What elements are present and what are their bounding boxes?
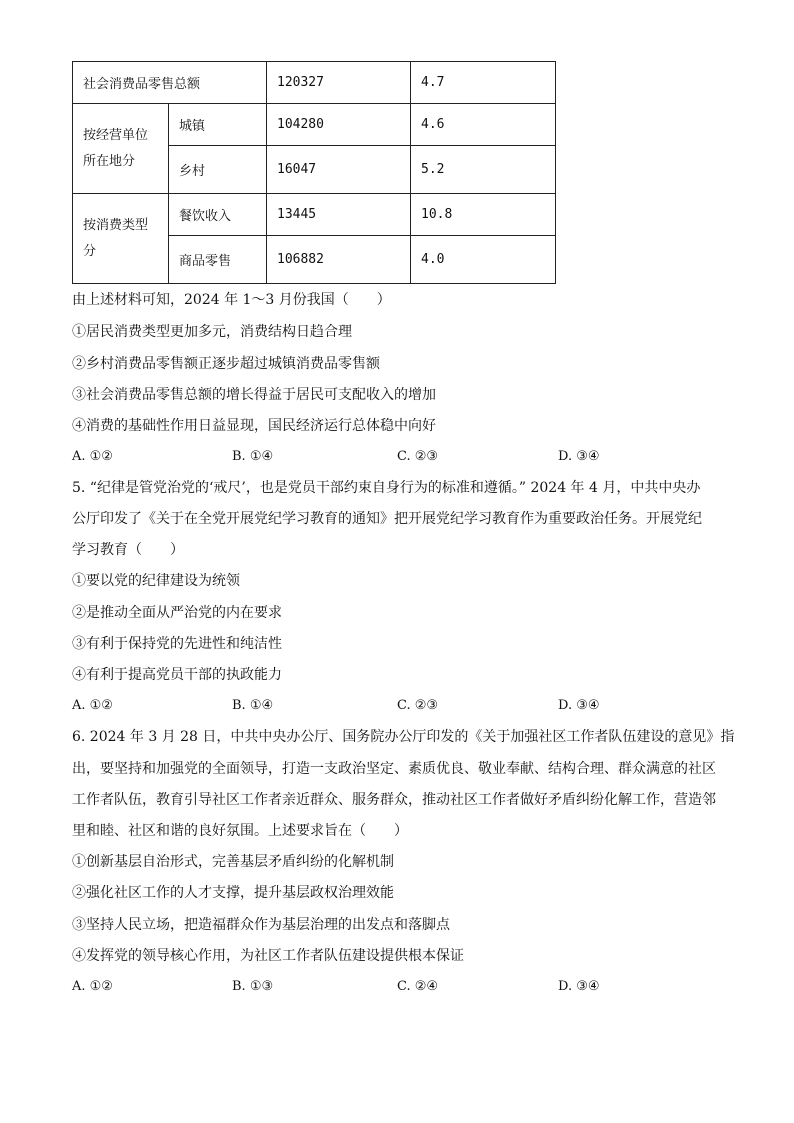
table-cell-label: 商品零售: [169, 236, 267, 284]
statement-item: ③社会消费品零售总额的增长得益于居民可支配收入的增加: [72, 387, 436, 403]
table-row: [73, 62, 556, 104]
statement-item: ①居民消费类型更加多元，消费结构日趋合理: [72, 324, 352, 340]
table-row: [73, 194, 556, 236]
question-text-line: 里和睦、社区和谐的良好氛围。上述要求旨在（ ）: [72, 823, 408, 839]
question-text-line: 6. 2024 年 3 月 28 日，中共中央办公厅、国务院办公厅印发的《关于加强社区工作者队伍建设的意见》指: [72, 729, 735, 745]
statement-item: ①要以党的纪律建设为统领: [72, 573, 240, 589]
table-row: [73, 104, 556, 146]
statement-item: ①创新基层自治形式，完善基层矛盾纠纷的化解机制: [72, 854, 394, 870]
question-stem: 由上述材料可知，2024 年 1～3 月份我国（ ）: [72, 292, 391, 308]
option-a[interactable]: A. ①②: [72, 979, 113, 994]
statement-item: ②是推动全面从严治党的内在要求: [72, 605, 282, 621]
option-c[interactable]: C. ②④: [397, 979, 439, 994]
option-d[interactable]: D. ③④: [558, 979, 600, 994]
table-cell-value: 104280: [267, 104, 411, 146]
table-cell-category: [73, 194, 169, 284]
statement-item: ②乡村消费品零售额正逐步超过城镇消费品零售额: [72, 356, 380, 372]
option-d[interactable]: D. ③④: [558, 698, 600, 713]
table-cell-label: 乡村: [169, 146, 267, 194]
table-cell-label: 城镇: [169, 104, 267, 146]
table-cell-growth: 5.2: [411, 146, 556, 194]
question-text-line: 学习教育（ ）: [72, 542, 184, 558]
question-text-line: 5. “纪律是管党治党的‘戒尺’，也是党员干部约束自身行为的标准和遵循。” 2024 年 4 月，中共中央办: [72, 480, 701, 496]
category-label-line2: 分: [83, 243, 97, 259]
statement-item: ④发挥党的领导核心作用，为社区工作者队伍建设提供根本保证: [72, 948, 464, 964]
table-cell-label: 社会消费品零售总额: [73, 62, 267, 104]
option-d[interactable]: D. ③④: [558, 449, 600, 464]
option-c[interactable]: C. ②③: [397, 698, 439, 713]
table-cell-value: 16047: [267, 146, 411, 194]
table-cell-growth: 4.6: [411, 104, 556, 146]
category-label-line2: 所在地分: [83, 153, 136, 169]
statement-item: ③有利于保持党的先进性和纯洁性: [72, 636, 282, 652]
question-text-line: 工作者队伍，教育引导社区工作者亲近群众、服务群众，推动社区工作者做好矛盾纠纷化解工作，营造邻: [72, 792, 716, 808]
consumption-table: [72, 61, 556, 284]
table-cell-growth: 4.0: [411, 236, 556, 284]
option-b[interactable]: B. ①③: [232, 979, 274, 994]
table-cell-label: 餐饮收入: [169, 194, 267, 236]
option-b[interactable]: B. ①④: [232, 698, 274, 713]
option-a[interactable]: A. ①②: [72, 698, 113, 713]
option-a[interactable]: A. ①②: [72, 449, 113, 464]
statement-item: ②强化社区工作的人才支撑，提升基层政权治理效能: [72, 885, 394, 901]
statement-item: ③坚持人民立场，把造福群众作为基层治理的出发点和落脚点: [72, 917, 450, 933]
table-cell-category: [73, 104, 169, 194]
table-cell-growth: 4.7: [411, 62, 556, 104]
statement-item: ④有利于提高党员干部的执政能力: [72, 667, 282, 683]
table-cell-value: 106882: [267, 236, 411, 284]
table-cell-value: 13445: [267, 194, 411, 236]
table-cell-value: 120327: [267, 62, 411, 104]
category-label-line1: 按消费类型: [83, 217, 149, 233]
category-label-line1: 按经营单位: [83, 127, 149, 143]
option-b[interactable]: B. ①④: [232, 449, 274, 464]
question-text-line: 出，要坚持和加强党的全面领导，打造一支政治坚定、素质优良、敬业奉献、结构合理、群众满意的社区: [72, 761, 716, 777]
statement-item: ④消费的基础性作用日益显现，国民经济运行总体稳中向好: [72, 418, 436, 434]
table-cell-growth: 10.8: [411, 194, 556, 236]
option-c[interactable]: C. ②③: [397, 449, 439, 464]
question-text-line: 公厅印发了《关于在全党开展党纪学习教育的通知》把开展党纪学习教育作为重要政治任务。开展党纪: [72, 511, 702, 527]
